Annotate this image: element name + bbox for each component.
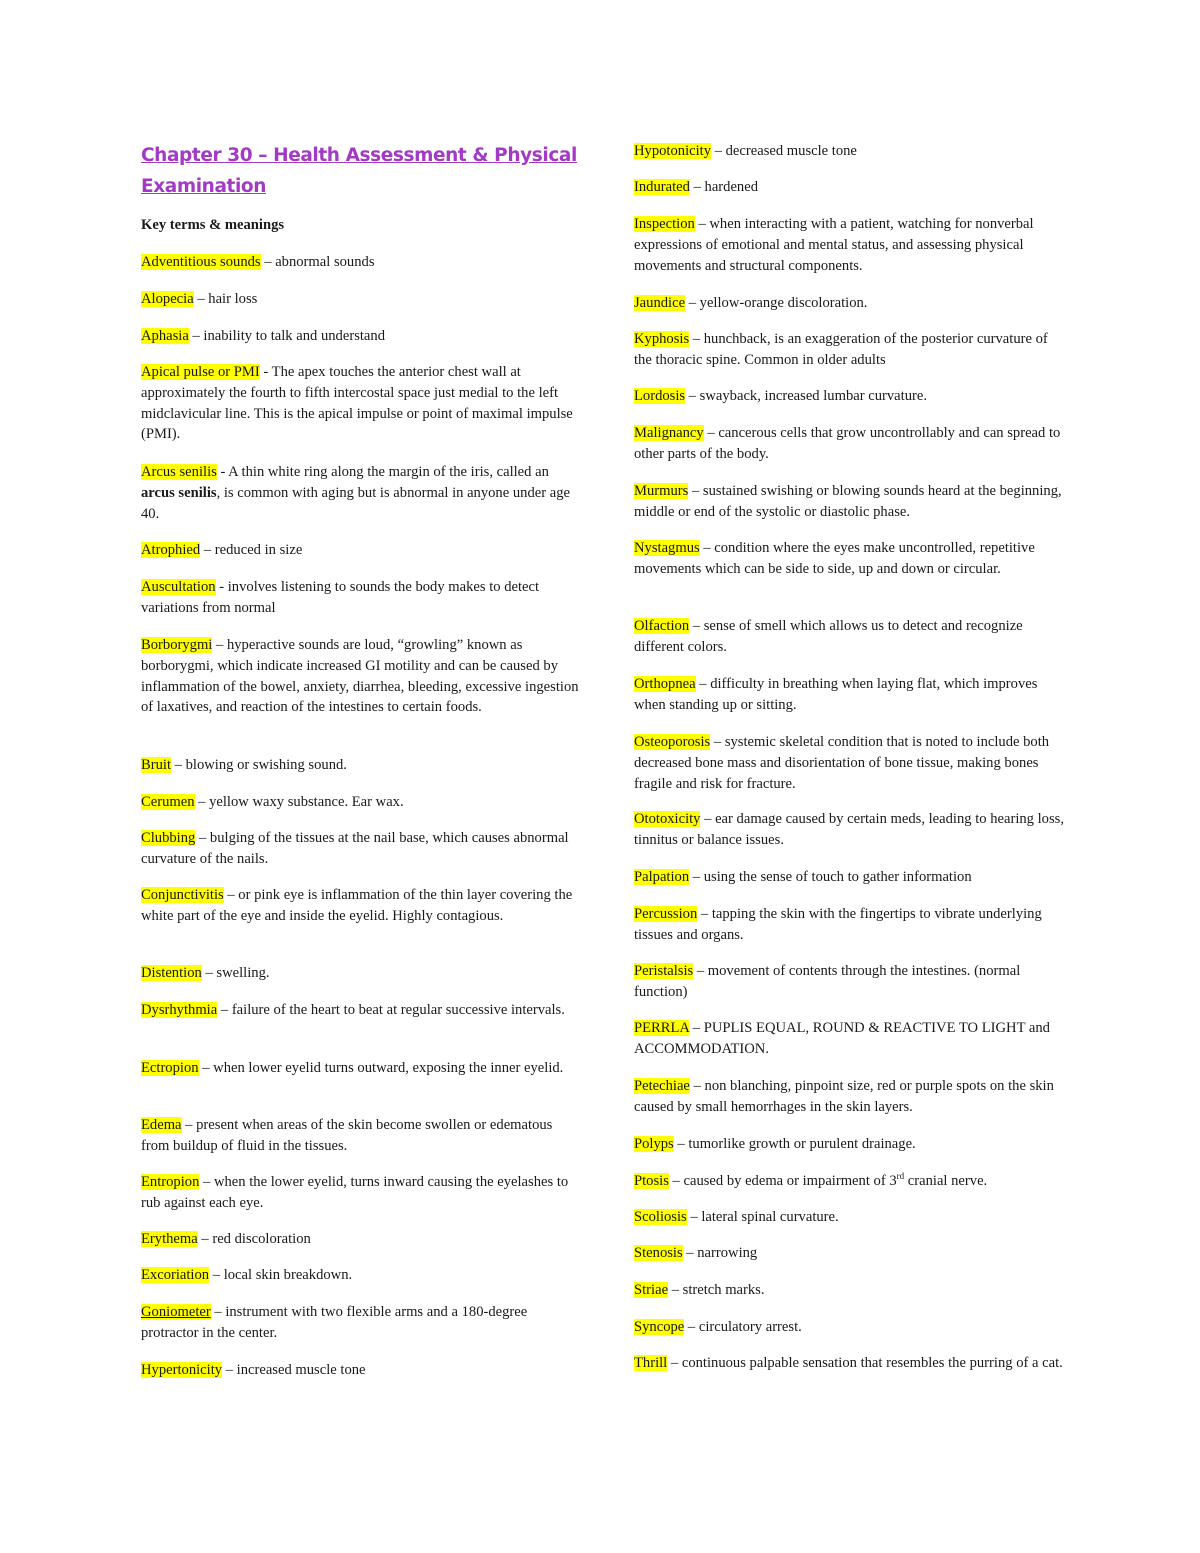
term-label: Alopecia: [141, 291, 194, 307]
term-entry: [634, 961, 1064, 1003]
term-label: Hypotonicity: [634, 143, 712, 159]
term-entry: [634, 481, 1064, 523]
term-label: Apical pulse or PMI: [141, 364, 260, 380]
term-entry: [141, 828, 581, 870]
term-definition: – stretch marks.: [668, 1282, 765, 1298]
term-entry: [141, 885, 581, 927]
term-entry: [141, 1172, 581, 1214]
term-entry: [634, 177, 758, 198]
term-definition: – cancerous cells that grow uncontrollably and can spread to other parts of the body.: [634, 425, 1061, 462]
term-entry: [634, 1134, 916, 1155]
term-entry: [141, 1360, 366, 1381]
term-label: Murmurs: [634, 483, 689, 499]
term-label: Auscultation: [141, 579, 216, 595]
term-entry: [141, 635, 581, 718]
term-label: Peristalsis: [634, 963, 694, 979]
term-definition: – condition where the eyes make uncontrolled, repetitive movements which can be side to side, up and down or circular.: [634, 540, 1035, 577]
term-definition: – decreased muscle tone: [711, 143, 857, 159]
term-entry: [634, 1171, 987, 1192]
term-definition: – abnormal sounds: [260, 254, 375, 270]
term-definition: – hardened: [689, 179, 758, 195]
term-label: Ptosis: [634, 1173, 669, 1189]
term-definition: – sense of smell which allows us to detect and recognize different colors.: [634, 618, 1023, 655]
term-entry: [141, 1115, 581, 1157]
term-definition-bold: arcus senilis: [141, 484, 217, 501]
term-label: Borborygmi: [141, 637, 213, 653]
term-label: Hypertonicity: [141, 1362, 223, 1378]
term-entry: [634, 1018, 1064, 1060]
term-label: Indurated: [634, 179, 690, 195]
term-definition: – bulging of the tissues at the nail base, which causes abnormal curvature of the nails.: [141, 830, 569, 867]
term-label: Stenosis: [634, 1245, 683, 1261]
term-definition: – ear damage caused by certain meds, leading to hearing loss, tinnitus or balance issues.: [634, 811, 1064, 848]
term-definition: – tapping the skin with the fingertips to vibrate underlying tissues and organs.: [634, 906, 1042, 943]
term-label: Scoliosis: [634, 1209, 687, 1225]
superscript: rd: [896, 1171, 905, 1182]
term-entry: [141, 1229, 311, 1250]
term-entry: [634, 616, 1064, 658]
term-entry: [141, 1000, 565, 1021]
term-definition: – non blanching, pinpoint size, red or purple spots on the skin caused by small hemorrhages in the skin layers.: [634, 1078, 1054, 1115]
term-entry: [141, 362, 581, 445]
term-label: Atrophied: [141, 542, 201, 558]
term-entry: [141, 577, 581, 619]
term-label: Dysrhythmia: [141, 1002, 218, 1018]
term-label: Entropion: [141, 1174, 200, 1190]
term-entry: [141, 289, 257, 310]
term-entry: [634, 538, 1064, 580]
term-definition: – reduced in size: [200, 542, 303, 558]
term-definition: – or pink eye is inflammation of the thin layer covering the white part of the eye and inside the eyelid. Highly contagious.: [141, 887, 573, 924]
term-definition: – circulatory arrest.: [684, 1319, 802, 1335]
term-definition: , is common with aging but is abnormal in anyone under age 40.: [141, 484, 570, 522]
term-definition: – hunchback, is an exaggeration of the posterior curvature of the thoracic spine. Common in older adults: [634, 331, 1048, 368]
term-label: Cerumen: [141, 794, 195, 810]
term-entry: [634, 141, 857, 162]
term-label: Conjunctivitis: [141, 887, 224, 903]
key-terms-heading: Key terms & meanings: [141, 217, 285, 233]
term-label: PERRLA: [634, 1020, 690, 1036]
term-entry: [141, 963, 270, 984]
term-definition: – sustained swishing or blowing sounds heard at the beginning, middle or end of the systolic or diastolic phase.: [634, 483, 1062, 520]
term-entry: [634, 423, 1064, 465]
term-definition: – swayback, increased lumbar curvature.: [685, 388, 927, 404]
term-entry: [141, 792, 404, 813]
term-definition: – instrument with two flexible arms and a 180-degree protractor in the center.: [141, 1304, 528, 1341]
term-entry: [634, 293, 867, 314]
term-label: Distention: [141, 965, 202, 981]
term-label: Orthopnea: [634, 676, 696, 692]
page-title: Chapter 30 – Health Assessment & Physical Examination: [141, 145, 577, 197]
term-entry: [634, 904, 1064, 946]
term-definition: - A thin white ring along the margin of the iris, called an: [216, 464, 549, 480]
term-label: Olfaction: [634, 618, 690, 634]
term-entry: [141, 462, 581, 524]
term-definition: – blowing or swishing sound.: [171, 757, 347, 773]
term-label: Clubbing: [141, 830, 196, 846]
term-entry: [634, 1280, 765, 1301]
term-definition: cranial nerve.: [904, 1173, 988, 1189]
term-entry: [141, 326, 385, 347]
term-label: Goniometer: [141, 1304, 211, 1320]
term-definition: – inability to talk and understand: [188, 328, 385, 344]
term-entry: [634, 867, 972, 888]
term-entry: [634, 1243, 757, 1264]
term-entry: [634, 1317, 802, 1338]
term-definition: – hyperactive sounds are loud, “growling” known as borborygmi, which indicate increased GI motility and can be caused by inflammation of the bowel, anxiety, diarrhea, bleeding, excessive ingestion of laxatives, and reaction of the intestines to certain foods.: [141, 637, 579, 716]
term-definition: – tumorlike growth or purulent drainage.: [673, 1136, 916, 1152]
term-entry: [634, 214, 1064, 276]
term-entry: [141, 1302, 581, 1344]
term-definition: – movement of contents through the intestines. (normal function): [634, 963, 1021, 1000]
term-definition: – swelling.: [201, 965, 270, 981]
term-definition: – using the sense of touch to gather information: [689, 869, 972, 885]
term-label: Striae: [634, 1282, 669, 1298]
term-definition: – hair loss: [193, 291, 258, 307]
term-entry: [634, 329, 1064, 371]
term-label: Kyphosis: [634, 331, 690, 347]
term-entry: [141, 1058, 563, 1079]
term-label: Thrill: [634, 1355, 668, 1371]
term-label: Ototoxicity: [634, 811, 701, 827]
term-label: Bruit: [141, 757, 171, 773]
term-label: Inspection: [634, 216, 695, 232]
term-label: Erythema: [141, 1231, 198, 1247]
term-definition: - involves listening to sounds the body makes to detect variations from normal: [141, 579, 540, 616]
term-definition: – lateral spinal curvature.: [686, 1209, 839, 1225]
term-label: Percussion: [634, 906, 698, 922]
term-definition: – caused by edema or impairment of 3: [668, 1173, 897, 1189]
term-entry: [634, 1076, 1064, 1118]
term-label: Petechiae: [634, 1078, 690, 1094]
term-definition: - The apex touches the anterior chest wall at approximately the fourth to fifth intercostal space just medial to the left midclavicular line. This is the apical impulse or point of maximal impulse (PMI).: [141, 364, 573, 443]
term-label: Arcus senilis: [141, 464, 217, 480]
term-definition: – difficulty in breathing when laying flat, which improves when standing up or sitting.: [634, 676, 1038, 713]
term-definition: – when lower eyelid turns outward, exposing the inner eyelid.: [198, 1060, 564, 1076]
term-label: Syncope: [634, 1319, 685, 1335]
term-entry: [141, 755, 347, 776]
term-definition: – present when areas of the skin become swollen or edematous from buildup of fluid in the tissues.: [141, 1117, 553, 1154]
term-label: Malignancy: [634, 425, 704, 441]
term-entry: [634, 1353, 1063, 1374]
term-label: Osteoporosis: [634, 734, 711, 750]
term-entry: [634, 386, 927, 407]
term-definition: – continuous palpable sensation that resembles the purring of a cat.: [667, 1355, 1063, 1371]
term-label: Nystagmus: [634, 540, 700, 556]
term-label: Polyps: [634, 1136, 674, 1152]
term-entry: [634, 809, 1064, 851]
term-definition: – yellow waxy substance. Ear wax.: [194, 794, 404, 810]
term-definition: – PUPLIS EQUAL, ROUND & REACTIVE TO LIGHT and ACCOMMODATION.: [634, 1020, 1050, 1057]
term-label: Ectropion: [141, 1060, 199, 1076]
term-definition: – when interacting with a patient, watching for nonverbal expressions of emotional and mental status, and assessing physical movements and structural components.: [634, 216, 1034, 274]
term-label: Palpation: [634, 869, 690, 885]
term-definition: – yellow-orange discoloration.: [685, 295, 868, 311]
term-entry: [141, 540, 302, 561]
term-entry: [141, 252, 375, 273]
term-entry: [634, 732, 1064, 794]
term-label: Excoriation: [141, 1267, 210, 1283]
term-label: Lordosis: [634, 388, 686, 404]
term-entry: [141, 1265, 352, 1286]
term-entry: [634, 674, 1064, 716]
term-entry: [634, 1207, 839, 1228]
term-definition: – when the lower eyelid, turns inward causing the eyelashes to rub against each eye.: [141, 1174, 569, 1211]
term-label: Adventitious sounds: [141, 254, 261, 270]
term-label: Edema: [141, 1117, 182, 1133]
term-label: Aphasia: [141, 328, 189, 344]
term-definition: – systemic skeletal condition that is noted to include both decreased bone mass and disorientation of bone tissue, making bones fragile and risk for fracture.: [634, 734, 1050, 792]
term-definition: – narrowing: [682, 1245, 758, 1261]
term-definition: – failure of the heart to beat at regular successive intervals.: [217, 1002, 565, 1018]
term-definition: – increased muscle tone: [222, 1362, 366, 1378]
term-definition: – local skin breakdown.: [209, 1267, 353, 1283]
term-label: Jaundice: [634, 295, 686, 311]
term-definition: – red discoloration: [197, 1231, 311, 1247]
